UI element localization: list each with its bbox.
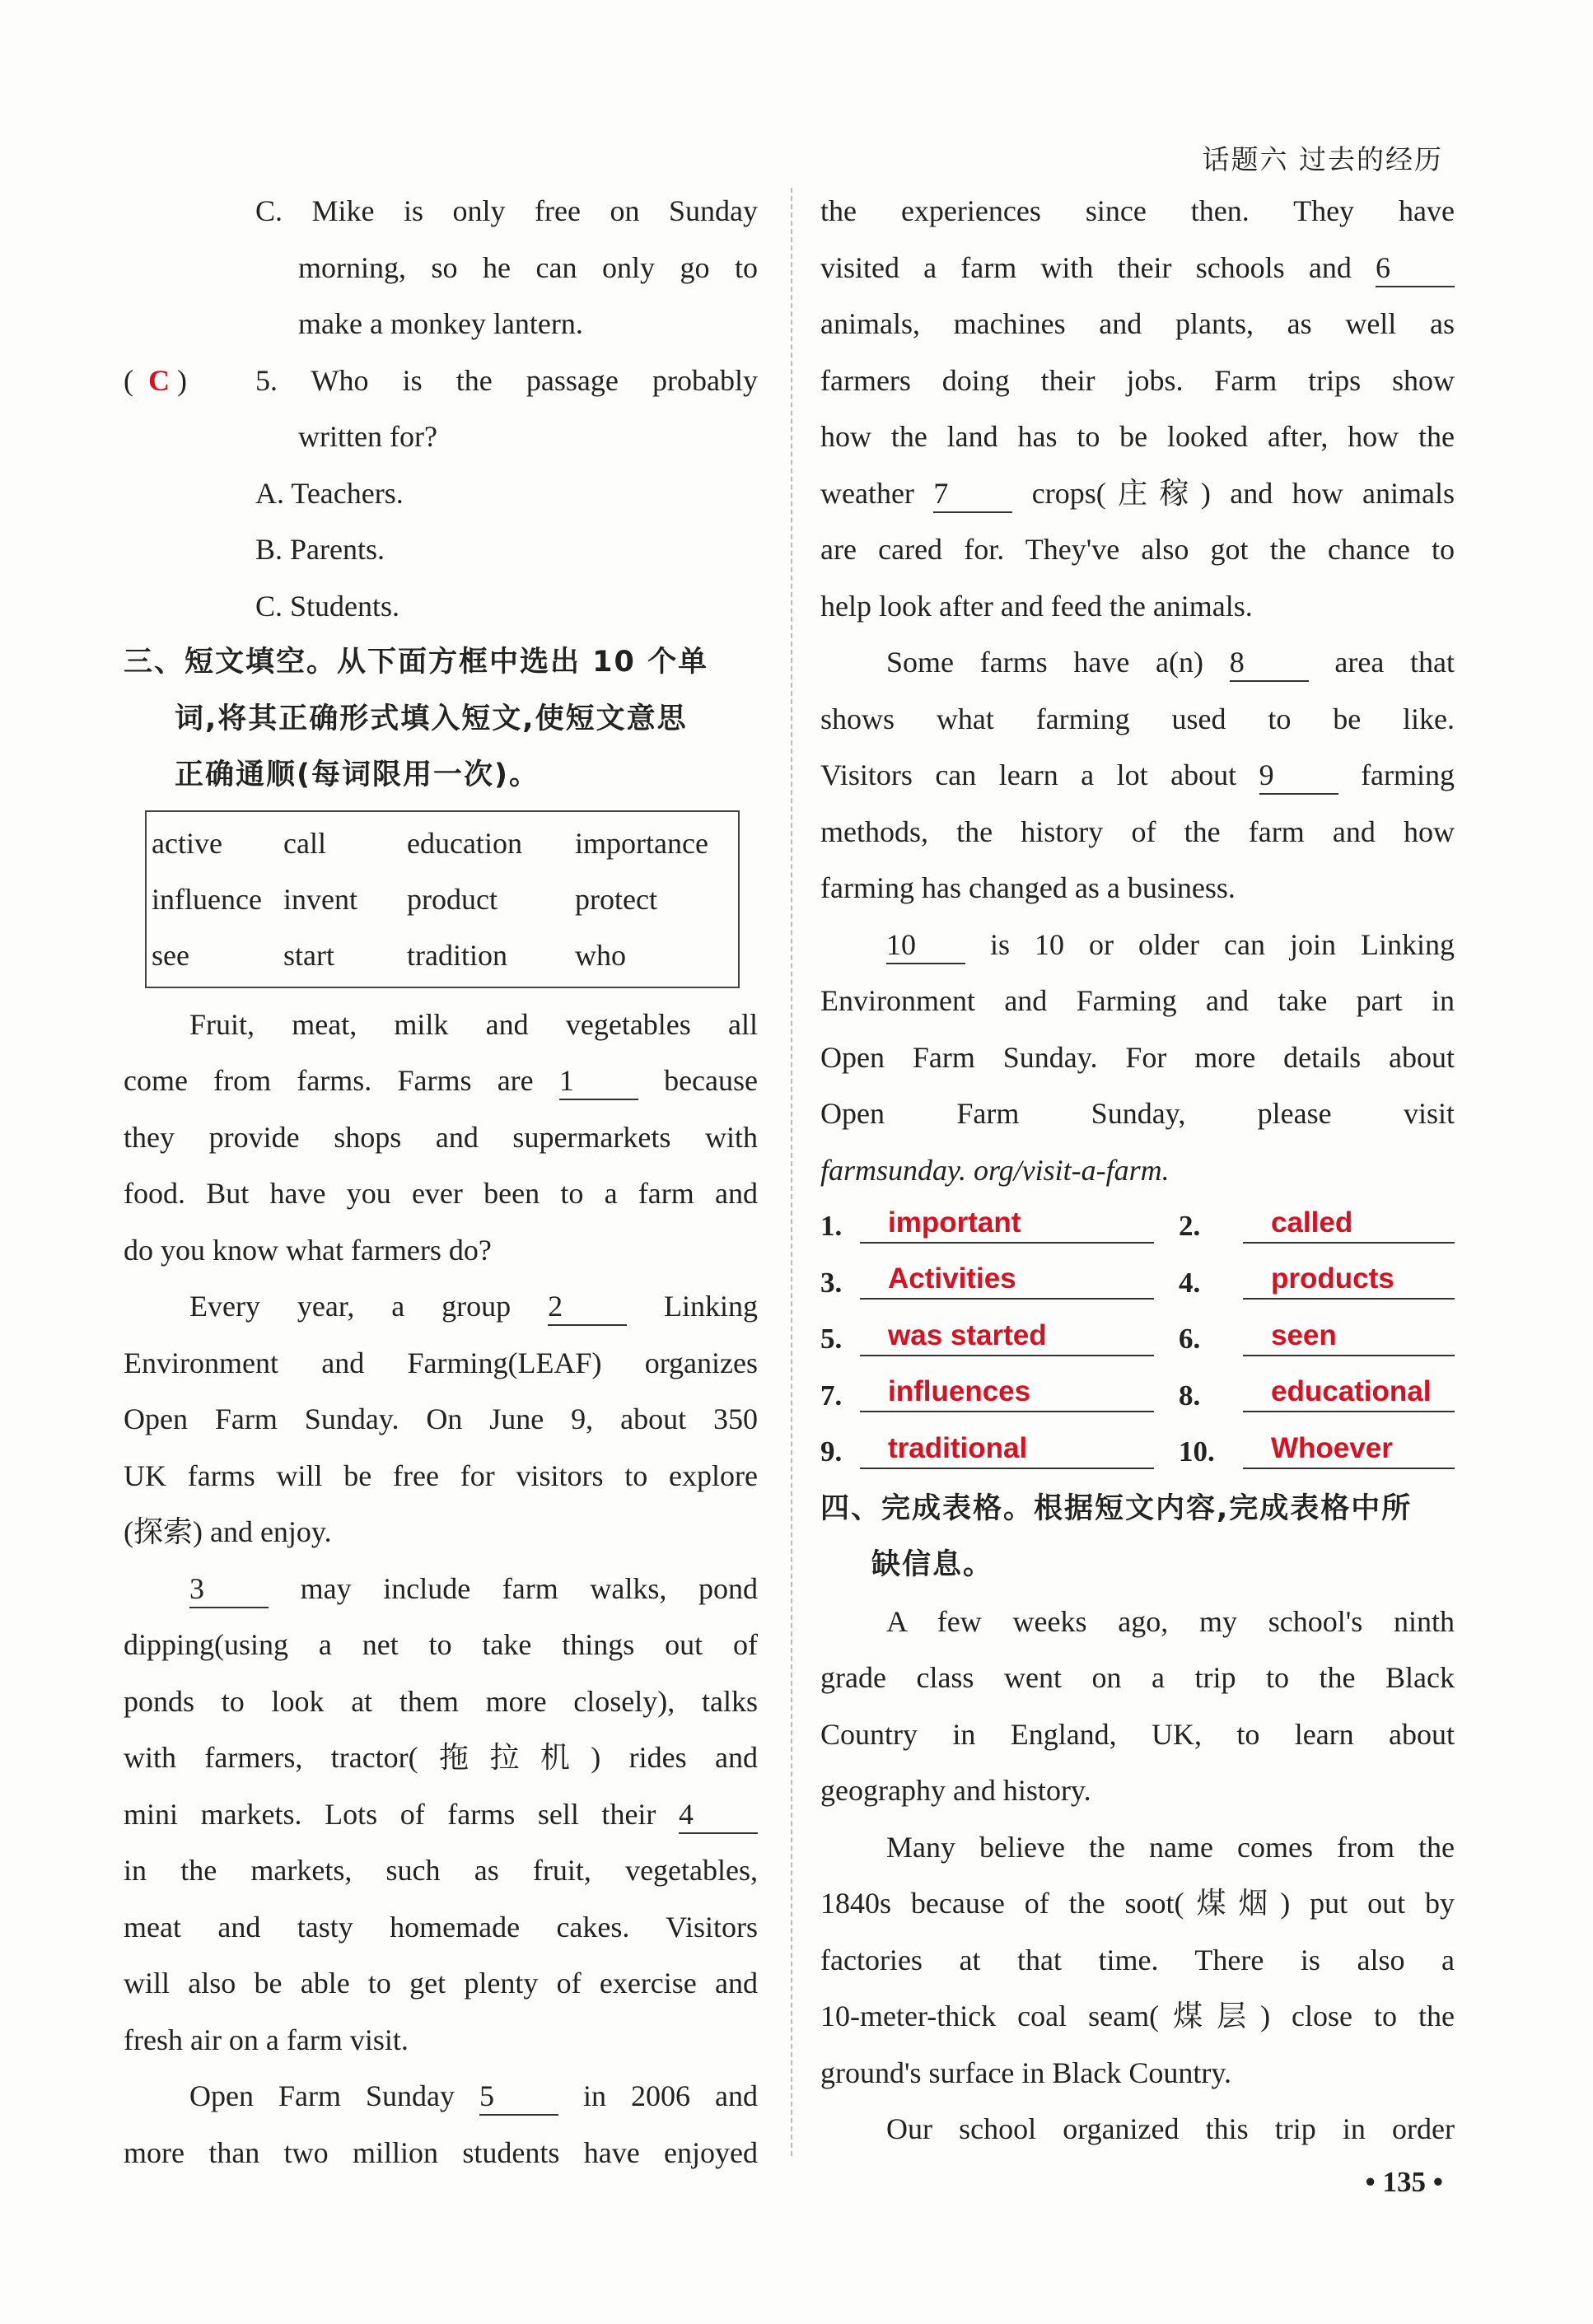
passage-line: shows what farming used to be like. bbox=[820, 702, 1455, 735]
question-5 bbox=[124, 352, 758, 409]
passage-line: 10-meter-thick coal seam(煤层) close to the bbox=[820, 2000, 1455, 2032]
passage-line: ground's surface in Black Country. bbox=[820, 2056, 1232, 2089]
word: who bbox=[575, 938, 626, 972]
section-3-title: 三、短文填空。从下面方框中选出 10 个单 bbox=[124, 646, 709, 679]
answer-item: 2. called bbox=[1154, 1198, 1455, 1255]
answer-item: 7. influences bbox=[820, 1368, 1154, 1425]
passage-line: they provide shops and supermarkets with bbox=[124, 1120, 758, 1154]
passage-line: Visitors can learn a lot about 9 farming bbox=[820, 747, 1455, 804]
passage-line: do you know what farmers do? bbox=[124, 1233, 492, 1267]
blank-8: 8 bbox=[1230, 644, 1309, 682]
passage-line: 10 is 10 or older can join Linking bbox=[820, 917, 1455, 973]
answer-item: 4. products bbox=[1154, 1255, 1455, 1312]
passage-line: mini markets. Lots of farms sell their 4 bbox=[124, 1786, 758, 1843]
passage-line: Environment and Farming(LEAF) organizes bbox=[124, 1346, 758, 1379]
blank-7: 7 bbox=[933, 475, 1012, 513]
q5-option: B. Parents. bbox=[255, 533, 385, 566]
word: protect bbox=[575, 882, 657, 916]
passage-line: ponds to look at them more closely), talks bbox=[124, 1684, 758, 1718]
passage-line: in the markets, such as fruit, vegetables, bbox=[124, 1854, 758, 1887]
q5-stem: 5. Who is the passage probably bbox=[255, 363, 758, 397]
column-divider bbox=[791, 188, 792, 2156]
q5-option: A. Teachers. bbox=[255, 476, 404, 510]
passage-line: fresh air on a farm visit. bbox=[124, 2023, 409, 2056]
passage-line: 3 may include farm walks, pond bbox=[124, 1561, 758, 1617]
passage-line: dipping(using a net to take things out of bbox=[124, 1628, 758, 1661]
passage-line: 1840s because of the soot(煤烟) put out by bbox=[820, 1887, 1455, 1920]
q5-option: C. Students. bbox=[255, 589, 400, 623]
passage-line: help look after and feed the animals. bbox=[820, 589, 1253, 623]
passage-line: Many believe the name comes from the bbox=[886, 1830, 1455, 1864]
passage-line: grade class went on a trip to the Black bbox=[820, 1661, 1455, 1694]
blank-5: 5 bbox=[479, 2078, 558, 2116]
left-column bbox=[124, 183, 758, 2181]
word: education bbox=[407, 826, 522, 860]
word: product bbox=[407, 882, 498, 916]
answer-item: 5. was started bbox=[820, 1311, 1154, 1368]
passage-line: geography and history. bbox=[820, 1774, 1091, 1807]
passage-line: Open Farm Sunday. For more details about bbox=[820, 1040, 1455, 1074]
answer-grid bbox=[820, 1198, 1455, 1481]
section-3-title: 正确通顺(每词限用一次)。 bbox=[175, 758, 540, 791]
word: invent bbox=[283, 882, 357, 916]
passage-line: visited a farm with their schools and 6 bbox=[820, 240, 1455, 296]
blank-4: 4 bbox=[679, 1796, 758, 1834]
answer-item: 3. Activities bbox=[820, 1255, 1154, 1312]
word: start bbox=[283, 938, 334, 972]
running-header: 话题六 过去的经历 bbox=[1202, 143, 1443, 175]
word: active bbox=[152, 826, 222, 860]
passage-line: UK farms will be free for visitors to explore bbox=[124, 1458, 758, 1492]
passage-line: Environment and Farming and take part in bbox=[820, 984, 1455, 1017]
right-column bbox=[820, 183, 1455, 2158]
passage-line: meat and tasty homemade cakes. Visitors bbox=[124, 1910, 758, 1944]
passage-line: methods, the history of the farm and how bbox=[820, 814, 1455, 848]
passage-line: are cared for. They've also got the chance to bbox=[820, 533, 1455, 566]
q4-option-c-line: C. Mike is only free on Sunday bbox=[255, 194, 758, 227]
section-3-title: 词,将其正确形式填入短文,使短文意思 bbox=[175, 702, 688, 735]
passage-line: Some farms have a(n) 8 area that bbox=[820, 634, 1455, 691]
answer-bracket: ( C ) bbox=[124, 363, 187, 397]
answer-item: 10. Whoever bbox=[1154, 1424, 1455, 1481]
passage-line: how the land has to be looked after, how the bbox=[820, 420, 1455, 453]
passage-line: Our school organized this trip in order bbox=[886, 2112, 1455, 2145]
passage-line: animals, machines and plants, as well as bbox=[820, 307, 1455, 340]
passage-line: come from farms. Farms are 1 because bbox=[124, 1052, 758, 1109]
passage-line: Fruit, meat, milk and vegetables all bbox=[189, 1007, 758, 1041]
word: tradition bbox=[407, 938, 507, 972]
answer-item: 6. seen bbox=[1154, 1311, 1455, 1368]
word: importance bbox=[575, 826, 708, 860]
q4-option-c-line: morning, so he can only go to bbox=[298, 250, 758, 284]
page-number: • 135 • bbox=[1365, 2166, 1443, 2198]
word-box bbox=[145, 810, 740, 988]
website-link: farmsunday. org/visit-a-farm. bbox=[820, 1153, 1170, 1187]
blank-10: 10 bbox=[886, 926, 965, 964]
passage-line: food. But have you ever been to a farm and bbox=[124, 1177, 758, 1210]
passage-line: will also be able to get plenty of exercise and bbox=[124, 1967, 758, 2000]
blank-9: 9 bbox=[1259, 757, 1338, 795]
passage-line: with farmers, tractor(拖拉机) rides and bbox=[124, 1741, 758, 1774]
section-4-title: 四、完成表格。根据短文内容,完成表格中所 bbox=[820, 1491, 1413, 1525]
passage-line: A few weeks ago, my school's ninth bbox=[886, 1604, 1455, 1638]
passage-line: Every year, a group 2 Linking bbox=[124, 1278, 758, 1335]
passage-line: the experiences since then. They have bbox=[820, 194, 1455, 227]
blank-6: 6 bbox=[1376, 250, 1455, 287]
q5-stem-cont: written for? bbox=[298, 420, 437, 453]
passage-line: Country in England, UK, to learn about bbox=[820, 1717, 1455, 1751]
section-4-title: 缺信息。 bbox=[871, 1548, 994, 1581]
blank-2: 2 bbox=[548, 1288, 627, 1326]
passage-line: factories at that time. There is also a bbox=[820, 1943, 1455, 1976]
word: see bbox=[152, 938, 189, 972]
passage-line: farming has changed as a business. bbox=[820, 871, 1236, 904]
blank-1: 1 bbox=[559, 1062, 638, 1100]
word: call bbox=[283, 826, 326, 860]
word: influence bbox=[152, 882, 262, 916]
passage-line: (探索) and enjoy. bbox=[124, 1515, 332, 1548]
passage-line: Open Farm Sunday 5 in 2006 and bbox=[124, 2068, 758, 2125]
passage-line: weather 7 crops(庄稼) and how animals bbox=[820, 465, 1455, 522]
answer-item: 1. important bbox=[820, 1198, 1154, 1255]
q4-option-c-line: make a monkey lantern. bbox=[298, 307, 583, 340]
q5-answer: C bbox=[148, 363, 170, 397]
blank-3: 3 bbox=[189, 1570, 269, 1608]
answer-item: 8. educational bbox=[1154, 1368, 1455, 1425]
passage-line: Open Farm Sunday, please visit bbox=[820, 1097, 1455, 1130]
passage-line: more than two million students have enjoyed bbox=[124, 2135, 758, 2169]
answer-item: 9. traditional bbox=[820, 1424, 1154, 1481]
passage-line: farmers doing their jobs. Farm trips show bbox=[820, 363, 1455, 397]
passage-line: Open Farm Sunday. On June 9, about 350 bbox=[124, 1402, 758, 1435]
